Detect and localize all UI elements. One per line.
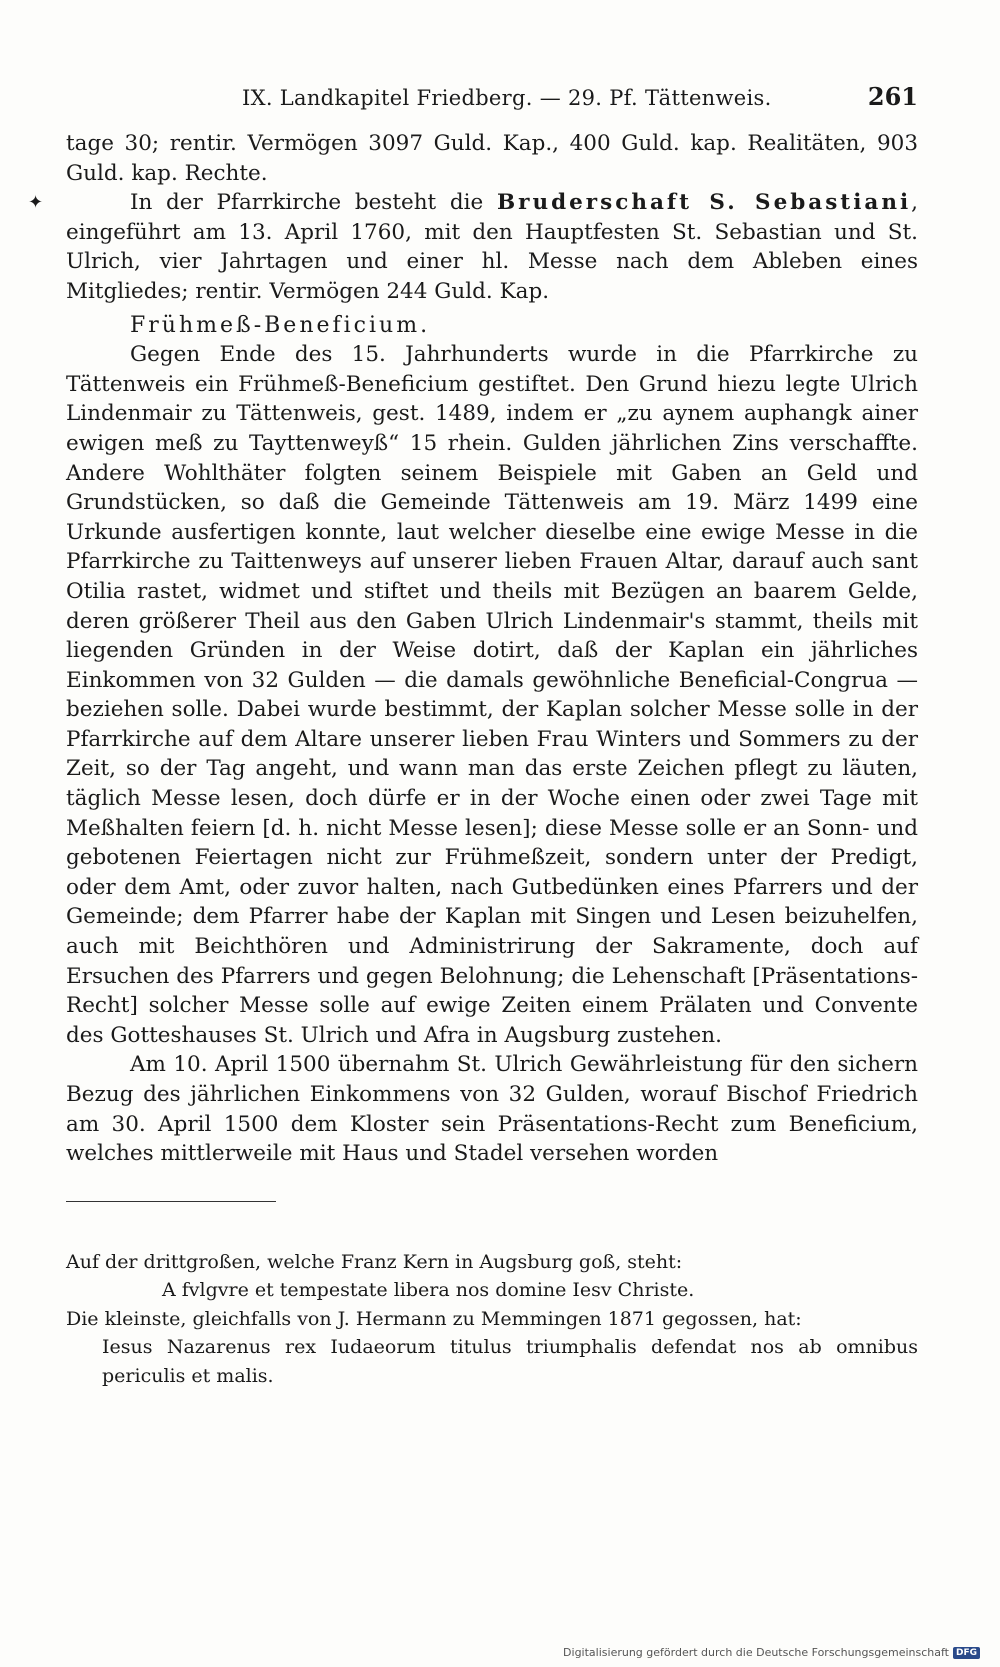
footer-text: Digitalisierung gefördert durch die Deutsche Forschungsgemeinschaft [563, 1646, 949, 1659]
section-heading: Frühmeß-Beneficium. [130, 312, 431, 338]
footnote-bell-3-inscription: A fvlgvre et tempestate libera nos domine Iesv Christe. [162, 1279, 695, 1302]
running-title: IX. Landkapitel Friedberg. — 29. Pf. Tättenweis. [242, 86, 772, 110]
page-number: 261 [867, 82, 918, 111]
paragraph-guarantee: Am 10. April 1500 übernahm St. Ulrich Gewährleistung für den sichern Bezug des jährlichen Einkommens von 32 Gulden, worauf Bischof Friedrich am 30. April 1500 dem Kloster sein Präsentations-Recht zum Beneficium, welches mittlerweile mit Haus und Stadel versehen worden [66, 1052, 918, 1167]
margin-mark: ✦ [28, 192, 44, 213]
running-header [66, 82, 918, 111]
footnote-bell-3: Auf der drittgroßen, welche Franz Kern in Augsburg goß, steht: [66, 1250, 683, 1273]
footnote-bell-4: Die kleinste, gleichfalls von J. Hermann zu Memmingen 1871 gegossen, hat: [66, 1307, 802, 1330]
paragraph-brotherhood-lead: In der Pfarrkirche besteht die [130, 190, 497, 216]
footnote-bell-4-inscription: Iesus Nazarenus rex Iudaeorum titulus triumphalis defendat nos ab omnibus periculis et malis. [102, 1336, 918, 1387]
footnote-rule [66, 1201, 276, 1202]
paragraph-foundation: Gegen Ende des 15. Jahrhunderts wurde in die Pfarrkirche zu Tättenweis ein Frühmeß-Beneficium gestiftet. Den Grund hiezu legte Ulrich Lindenmair zu Tättenweis, gest. 1489, indem er „zu aynem auphangk ainer ewigen meß zu Tayttenweyß“ 15 rhein. Gulden jährlichen Zins verschaffte. Andere Wohlthäter folgten seinem Beispiele mit Gaben an Geld und Grundstücken, so daß die Gemeinde Tättenweis am 19. März 1499 eine Urkunde ausfertigen konnte, laut welcher dieselbe eine ewige Messe in die Pfarrkirche zu Taittenweys auf unserer lieben Frauen Altar, darauf auch sant Otilia rastet, widmet und stiftet und theils mit Bezügen an baarem Gelde, deren größerer Theil aus den Gaben Ulrich Lindenmair's stammt, theils mit liegenden Gründen in der Weise dotirt, daß der Kaplan ein jährliches Einkommen von 32 Gulden — die damals gewöhnliche Beneficial-Congrua — beziehen solle. Dabei wurde bestimmt, der Kaplan solcher Messe solle in der Pfarrkirche auf dem Altare unserer lieben Frau Winters und Sommers zu der Zeit, so der Tag angeht, und wann man das erste Zeichen pflegt zu läuten, täglich Messe lesen, doch dürfe er in der Woche einen oder zwei Tage mit Meßhalten feiern [d. h. nicht Messe lesen]; diese Messe solle er an Sonn- und gebotenen Feiertagen nicht zur Frühmeßzeit, sondern unter der Predigt, oder dem Amt, oder zuvor halten, nach Gutbedünken eines Pfarrers und der Gemeinde; dem Pfarrer habe der Kaplan mit Singen und Lesen beizuhelfen, auch mit Beichthören und Administrirung der Sakramente, doch auf Ersuchen des Pfarrers und gegen Belohnung; die Lehenschaft [Präsentations-Recht] solcher Messe solle auf ewige Zeiten einem Prälaten und Convente des Gotteshauses St. Ulrich und Afra in Augsburg zustehen. [66, 342, 918, 1048]
page [66, 82, 918, 1390]
paragraph-continuation: tage 30; rentir. Vermögen 3097 Guld. Kap., 400 Guld. kap. Realitäten, 903 Guld. kap. Rechte. [66, 131, 918, 186]
brotherhood-name: Bruderschaft S. Sebastiani [496, 190, 912, 216]
paragraph-brotherhood-rest: , eingeführt am 13. April 1760, mit den Hauptfesten St. Sebastian und St. Ulrich, vier Jahrtagen und einer hl. Messe nach dem Ableben eines Mitgliedes; rentir. Vermögen 244 Guld. Kap. [66, 190, 918, 304]
digitization-footer [563, 1646, 980, 1659]
footnotes [66, 1248, 918, 1391]
body-text [66, 129, 918, 1169]
dfg-logo: DFG [953, 1647, 980, 1659]
paragraph-brotherhood [66, 188, 918, 306]
